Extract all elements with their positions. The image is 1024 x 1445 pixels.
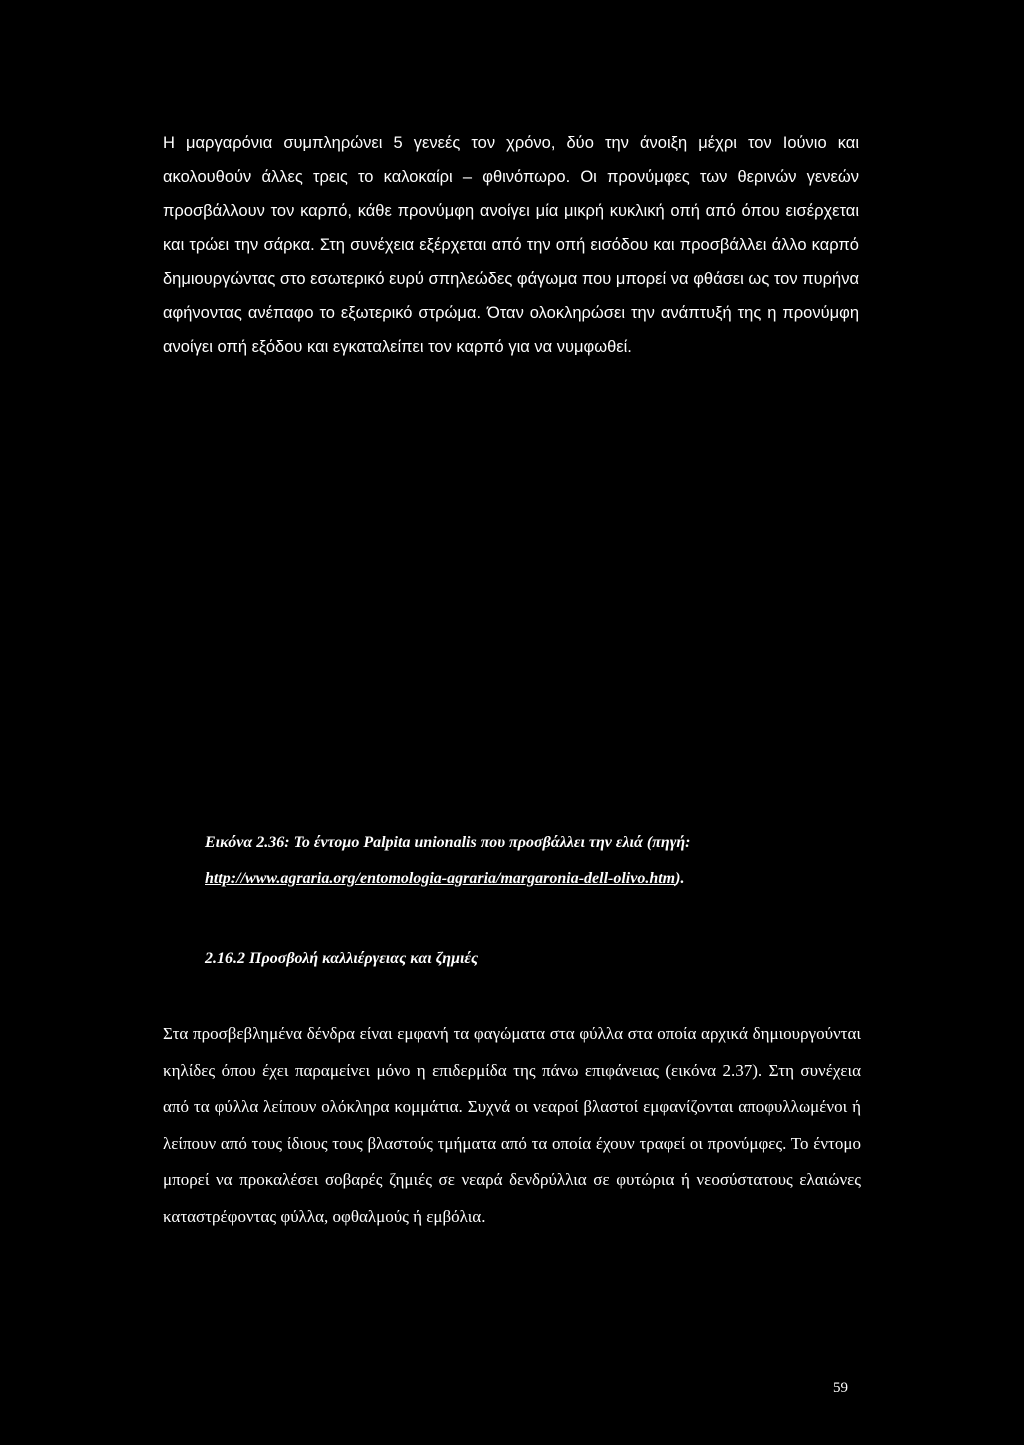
figure-source-suffix: ).	[675, 870, 685, 887]
page-number: 59	[833, 1380, 848, 1396]
figure-source-link[interactable]: http://www.agraria.org/entomologia-agraria/margaronia-dell-olivo.htm	[205, 870, 676, 887]
figure-caption	[205, 825, 865, 897]
body-paragraph-1: Η μαργαρόνια συμπληρώνει 5 γενεές τον χρόνο, δύο την άνοιξη μέχρι τον Ιούνιο και ακολουθούν άλλες τρεις το καλοκαίρι – φθινόπωρο. Οι προνύμφες των θερινών γενεών προσβάλλουν τον καρπό, κάθε προνύμφη ανοίγει μία μικρή κυκλική οπή από όπου εισέρχεται και τρώει την σάρκα. Στη συνέχεια εξέρχεται από την οπή εισόδου και προσβάλλει άλλο καρπό δημιουργώντας στο εσωτερικό ευρύ σπηλεώδες φάγωμα που μπορεί να φθάσει ως τον πυρήνα αφήνοντας ανέπαφο το εξωτερικό στρώμα. Όταν ολοκληρώσει την ανάπτυξή της η προνύμφη ανοίγει οπή εξόδου και εγκαταλείπει τον καρπό για να νυμφωθεί.	[163, 134, 859, 356]
figure-image-area	[163, 420, 859, 810]
figure-source	[205, 861, 865, 897]
body-paragraph-2: Στα προσβεβλημένα δένδρα είναι εμφανή τα φαγώματα στα φύλλα στα οποία αρχικά δημιουργούνται κηλίδες όπου έχει παραμείνει μόνο η επιδερμίδα της πάνω επιφάνειας (εικόνα 2.37). Στη συνέχεια από τα φύλλα λείπουν ολόκληρα κομμάτια. Συχνά οι νεαροί βλαστοί εμφανίζονται αποφυλλωμένοι ή λείπουν από τους ίδιους τους βλαστούς τμήματα από τα οποία έχουν τραφεί οι προνύμφες. Το έντομο μπορεί να προκαλέσει σοβαρές ζημιές σε νεαρά δενδρύλλια σε φυτώρια ή νεοσύστατους ελαιώνες καταστρέφοντας φύλλα, οφθαλμούς ή εμβόλια.	[163, 1024, 861, 1226]
section-heading: 2.16.2 Προσβολή καλλιέργειας και ζημιές	[205, 950, 479, 967]
figure-caption-text: Εικόνα 2.36: Το έντομο Palpita unionalis που προσβάλλει την ελιά (πηγή:	[205, 834, 691, 851]
